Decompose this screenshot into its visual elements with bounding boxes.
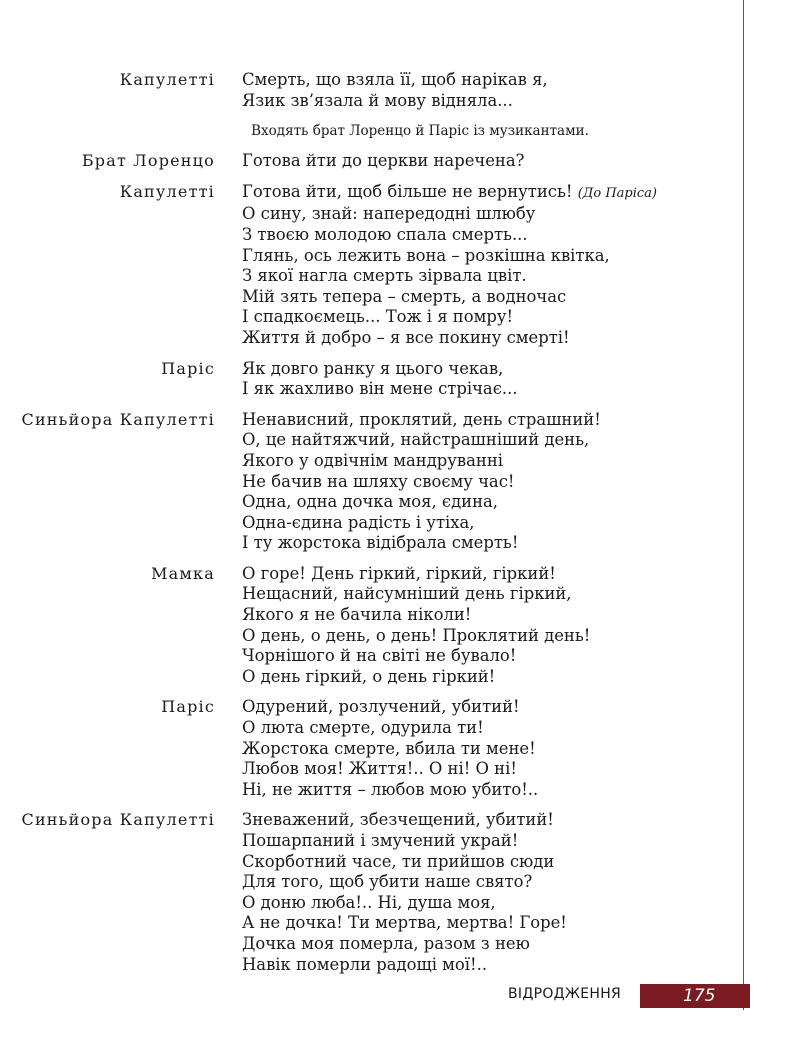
speaker-name: Брат Лоренцо (81, 151, 215, 171)
speech-block (0, 151, 740, 172)
speech-block (0, 70, 740, 111)
verse-line (242, 626, 590, 647)
verse-line (242, 70, 548, 91)
verse-line (242, 934, 567, 955)
speech-lines (242, 564, 590, 688)
verse-line (242, 718, 538, 739)
verse-text: Мій зять тепера – смерть, а водночас (242, 286, 567, 306)
verse-text: Готова йти до церкви наречена? (242, 151, 525, 171)
verse-text: Пошарпаний і змучений украй! (242, 831, 519, 850)
speaker-name: Паріс (161, 358, 215, 378)
speech-lines (242, 151, 524, 172)
verse-line (242, 605, 590, 626)
verse-line (242, 151, 524, 172)
verse-line (242, 359, 518, 380)
verse-line (242, 780, 538, 801)
verse-line (242, 831, 567, 852)
verse-line (242, 472, 601, 493)
verse-text: Любов моя! Життя!.. О ні! О ні! (242, 759, 517, 779)
speech-block (0, 564, 740, 688)
verse-text: Смерть, що взяла її, щоб нарікав я, (242, 70, 548, 89)
verse-text: Ні, не життя – любов мою убито!.. (242, 779, 539, 799)
verse-text: Глянь, ось лежить вона – розкішна квітка, (242, 245, 610, 265)
speech-lines (242, 410, 601, 554)
verse-line (242, 872, 567, 893)
speaker-name: Синьйора Капулетті (21, 810, 215, 830)
verse-text: Одна, одна дочка моя, єдина, (242, 492, 499, 512)
speaker-name: Капулетті (119, 181, 215, 201)
speaker-name: Мамка (151, 563, 215, 583)
verse-line (242, 328, 657, 349)
verse-text: Язик зв’язала й мову відняла... (242, 90, 513, 110)
verse-text: Нещасний, найсумніший день гіркий, (242, 584, 572, 604)
speech-block (0, 410, 740, 554)
verse-text: Ненависний, проклятий, день страшний! (242, 409, 601, 429)
speech-lines (242, 697, 538, 800)
stage-aside: (До Паріса) (577, 185, 657, 201)
verse-text: Скорботний часе, ти прийшов сюди (242, 851, 555, 871)
verse-text: О люта смерте, одурила ти! (242, 718, 484, 738)
speech-block (0, 810, 740, 975)
verse-line (242, 739, 538, 760)
verse-line (242, 852, 567, 873)
verse-text: І спадкоємець... Тож і я помру! (242, 307, 514, 327)
verse-line (242, 697, 538, 718)
verse-text: З якої нагла смерть зірвала цвіт. (242, 266, 527, 286)
verse-text: Життя й добро – я все покину смерті! (242, 327, 570, 347)
speech-lines (242, 70, 548, 111)
verse-line (242, 287, 657, 308)
verse-line (242, 266, 657, 287)
verse-text: І як жахливо він мене стрічає... (242, 379, 518, 399)
speaker-name: Капулетті (119, 70, 215, 89)
verse-text: О горе! День гіркий, гіркий, гіркий! (242, 563, 556, 583)
verse-line (242, 307, 657, 328)
verse-line (242, 451, 601, 472)
stage-direction: Входять брат Лоренцо й Паріс із музикантами. (251, 123, 589, 140)
speech-block (0, 697, 740, 800)
verse-line (242, 584, 590, 605)
verse-line (242, 913, 567, 934)
verse-text: О, це найтяжчий, найстрашніший день, (242, 430, 590, 450)
verse-line (242, 91, 548, 112)
verse-line (242, 667, 590, 688)
speech-lines (242, 810, 567, 975)
verse-text: Дочка моя померла, разом з нею (242, 933, 530, 953)
speech-lines (242, 182, 657, 349)
play-text (0, 70, 740, 985)
verse-text: Одурений, розлучений, убитий! (242, 697, 520, 717)
margin-rule (743, 0, 744, 1010)
verse-line (242, 893, 567, 914)
speech-block (0, 182, 740, 349)
verse-line (242, 379, 518, 400)
verse-text: Жорстока смерте, вбила ти мене! (242, 738, 536, 758)
verse-text: З твоєю молодою спала смерть... (242, 224, 528, 244)
verse-text: Одна-єдина радість і утіха, (242, 512, 475, 532)
verse-line (242, 759, 538, 780)
verse-text: Для того, щоб убити наше свято? (242, 872, 533, 892)
verse-text: Якого у одвічнім мандруванні (242, 450, 504, 470)
verse-line (242, 955, 567, 976)
verse-line (242, 533, 601, 554)
verse-line (242, 410, 601, 431)
verse-text: Якого я не бачила ніколи! (242, 605, 472, 625)
verse-line (242, 513, 601, 534)
verse-line (242, 646, 590, 667)
verse-line (242, 204, 657, 225)
verse-text: Чорнішого й на світі не бувало! (242, 646, 517, 666)
verse-text: О доню люба!.. Ні, душа моя, (242, 892, 496, 912)
verse-text: Як довго ранку я цього чекав, (242, 358, 504, 378)
speaker-name: Синьйора Капулетті (21, 409, 215, 429)
speech-block (0, 359, 740, 400)
verse-line (242, 430, 601, 451)
verse-line (242, 810, 567, 831)
verse-text: Навік померли радощі мої!.. (242, 954, 488, 974)
verse-line (242, 225, 657, 246)
verse-text: О сину, знай: напередодні шлюбу (242, 204, 536, 224)
verse-text: Зневажений, збезчещений, убитий! (242, 810, 554, 830)
section-title: ВІДРОДЖЕННЯ (508, 986, 622, 1002)
verse-line (242, 182, 657, 205)
verse-text: О день гіркий, о день гіркий! (242, 666, 496, 686)
verse-text: І ту жорстока відібрала смерть! (242, 533, 519, 553)
verse-line (242, 492, 601, 513)
speech-lines (242, 359, 518, 400)
verse-line (242, 246, 657, 267)
speaker-name: Паріс (161, 697, 215, 717)
verse-text: Не бачив на шляху своєму час! (242, 471, 515, 491)
page-number: 175 (683, 986, 716, 1006)
verse-line (242, 564, 590, 585)
verse-text: Готова йти, щоб більше не вернутись! (242, 181, 573, 201)
verse-text: А не дочка! Ти мертва, мертва! Горе! (242, 913, 567, 933)
verse-text: О день, о день, о день! Проклятий день! (242, 625, 591, 645)
